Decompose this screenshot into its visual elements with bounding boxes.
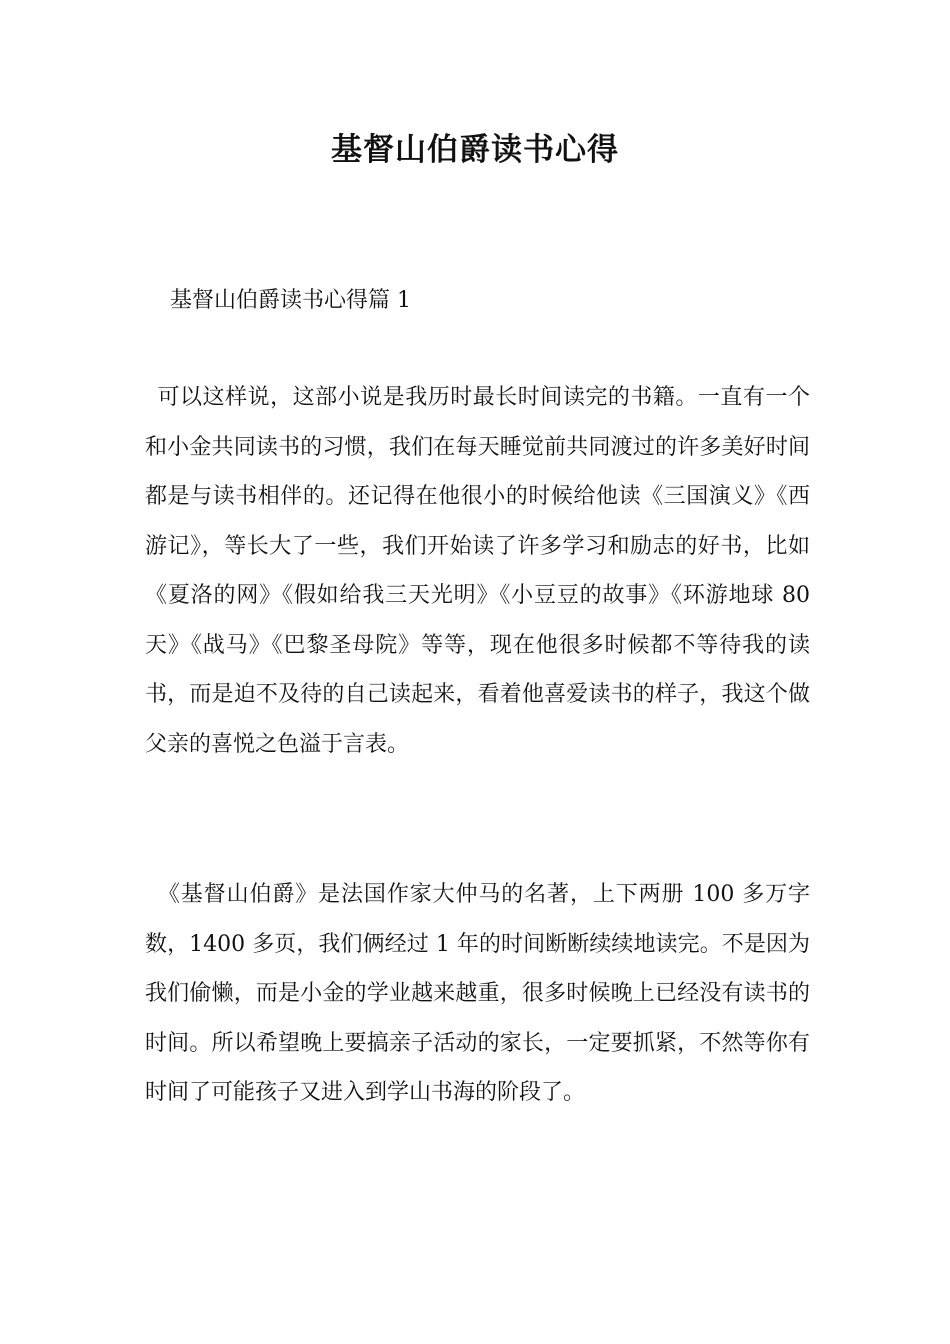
paragraph-2 [145,870,810,1118]
section-heading: 基督山伯爵读书心得篇 1 [170,288,411,313]
paragraph-2-text: 《基督山伯爵》是法国作家大仲马的名著，上下两册 100 多万字数，1400 多页，我们俩经过 1 年的时间断断续续地读完。不是因为我们偷懒，而是小金的学业越来越重，很多时候晚上已经没有读书的时间。所以希望晚上要搞亲子活动的家长，一定要抓紧，不然等你有时间了可能孩子又进入到学山书海的阶段了。 [145,882,810,1105]
document-title: 基督山伯爵读书心得 [331,132,619,168]
paragraph-1 [145,373,810,769]
paragraph-1-text: 可以这样说，这部小说是我历时最长时间读完的书籍。一直有一个和小金共同读书的习惯，我们在每天睡觉前共同渡过的许多美好时间都是与读书相伴的。还记得在他很小的时候给他读《三国演义》《西游记》，等长大了一些，我们开始读了许多学习和励志的好书，比如《夏洛的网》《假如给我三天光明》《小豆豆的故事》《环游地球 80 天》《战马》《巴黎圣母院》等等，现在他很多时候都不等待我的读书，而是迫不及待的自己读起来，看着他喜爱读书的样子，我这个做父亲的喜悦之色溢于言表。 [145,385,810,757]
